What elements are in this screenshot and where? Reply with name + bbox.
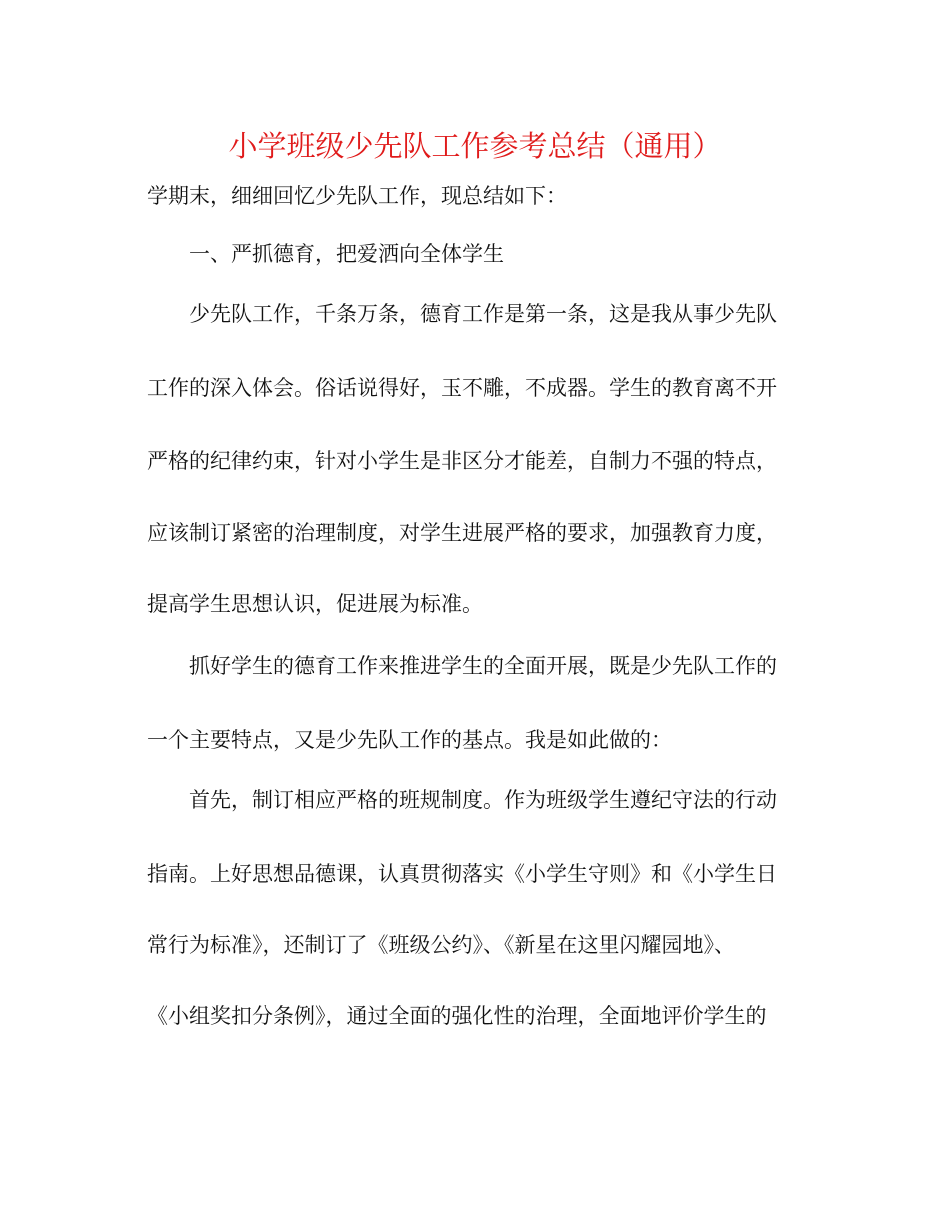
text-line: 学期末，细细回忆少先队工作，现总结如下： bbox=[147, 184, 567, 208]
text-line: 少先队工作，千条万条，德育工作是第一条，这是我从事少先队 bbox=[189, 302, 777, 326]
text-line: 指南。上好思想品德课，认真贯彻落实《小学生守则》和《小学生日 bbox=[147, 862, 777, 886]
text-line: 常行为标准》，还制订了《班级公约》、《新星在这里闪耀园地》、 bbox=[147, 933, 735, 957]
text-line: 一个主要特点，又是少先队工作的基点。我是如此做的： bbox=[147, 728, 672, 752]
text-line: 严格的纪律约束，针对小学生是非区分才能差，自制力不强的特点， bbox=[147, 449, 777, 473]
text-line: 应该制订紧密的治理制度，对学生进展严格的要求，加强教育力度， bbox=[147, 521, 777, 545]
section-heading: 一、严抓德育，把爱洒向全体学生 bbox=[189, 242, 504, 266]
text-line: 首先，制订相应严格的班规制度。作为班级学生遵纪守法的行动 bbox=[189, 788, 777, 812]
text-line: 抓好学生的德育工作来推进学生的全面开展，既是少先队工作的 bbox=[189, 654, 777, 678]
document-title: 小学班级少先队工作参考总结（通用） bbox=[228, 129, 722, 163]
text-line: 《小组奖扣分条例》，通过全面的强化性的治理，全面地评价学生的 bbox=[147, 1004, 767, 1028]
text-line: 提高学生思想认识，促进展为标准。 bbox=[147, 592, 483, 616]
text-line: 工作的深入体会。俗话说得好，玉不雕，不成器。学生的教育离不开 bbox=[147, 376, 777, 400]
